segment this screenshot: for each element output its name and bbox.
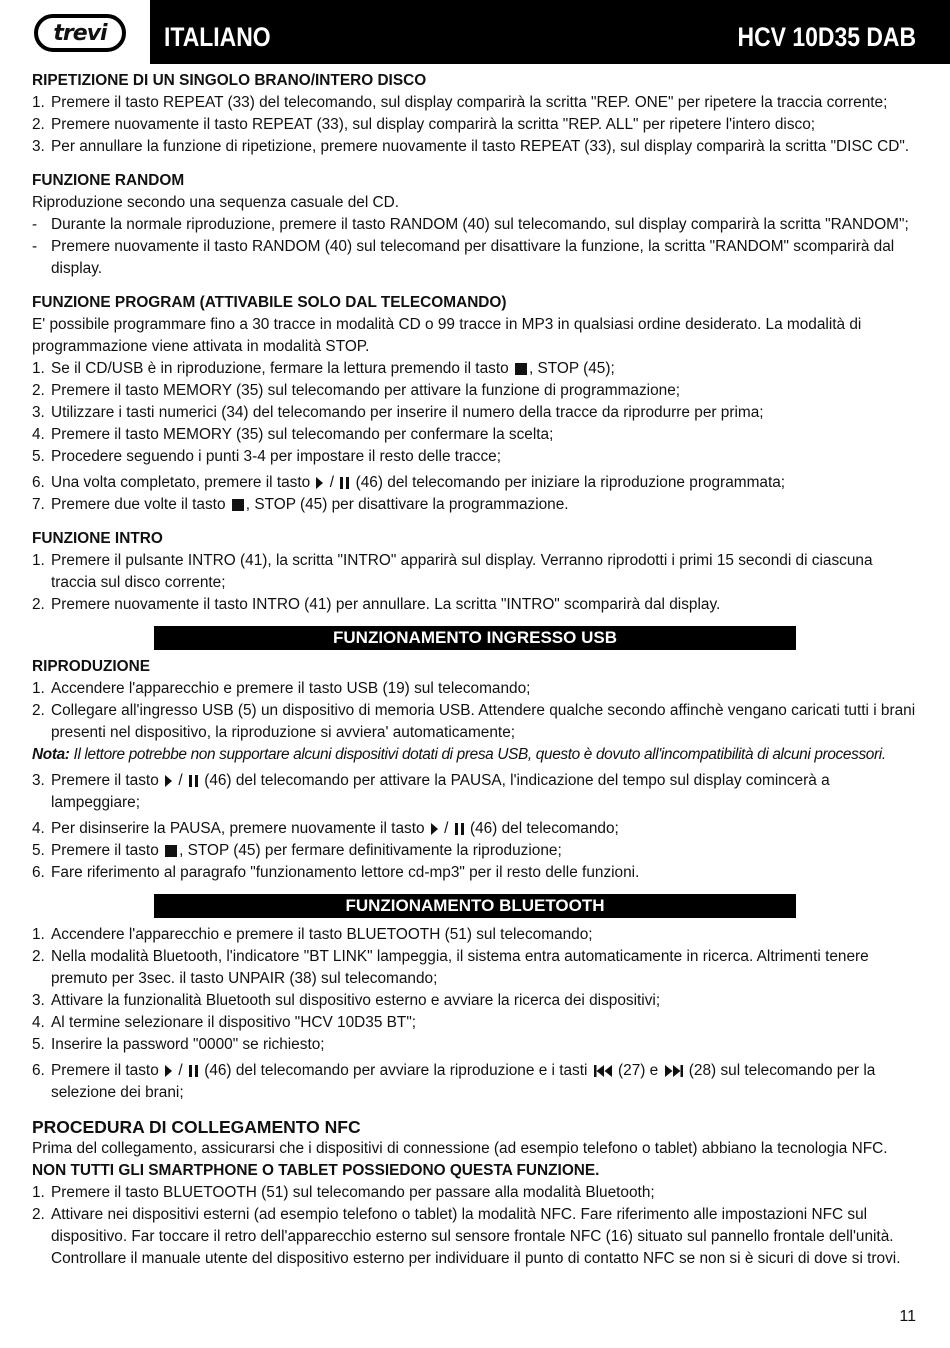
- list-item: [32, 924, 920, 946]
- item-text: Premere il tasto: [51, 772, 159, 789]
- language-label: ITALIANO: [164, 22, 271, 52]
- list-item: [32, 1060, 920, 1104]
- list-item: [32, 446, 920, 468]
- list-item: [32, 92, 920, 114]
- item-number: 4.: [32, 426, 45, 443]
- item-number: 1.: [32, 1184, 45, 1201]
- item-number: 1.: [32, 926, 45, 943]
- item-number: 2.: [32, 596, 45, 613]
- item-number: 6.: [32, 864, 45, 881]
- item-text: (27) e: [618, 1062, 659, 1079]
- list-item: [32, 678, 920, 700]
- stop-icon: [515, 363, 527, 375]
- list-item: [32, 214, 920, 236]
- item-number: 5.: [32, 842, 45, 859]
- item-text: Premere il tasto: [51, 842, 159, 859]
- list-item: [32, 946, 920, 990]
- section-intro: Riproduzione secondo una sequenza casuale del CD.: [32, 194, 400, 211]
- pause-icon: [455, 823, 464, 835]
- item-text: (46) del telecomando per attivare la PAUSA, l'indicazione del tempo sul display comincerà a lampeggiare;: [51, 772, 830, 811]
- section-intro: Prima del collegamento, assicurarsi che i dispositivi di connessione (ad esempio telefono o tablet) abbiano la tecnologia NFC.: [32, 1140, 888, 1157]
- stop-icon: [165, 845, 177, 857]
- item-number: 1.: [32, 680, 45, 697]
- item-number: 1.: [32, 94, 45, 111]
- skip-previous-icon: [594, 1065, 612, 1077]
- stop-icon: [232, 499, 244, 511]
- model-label: HCV 10D35 DAB: [737, 22, 916, 52]
- item-number: 1.: [32, 552, 45, 569]
- banner-bluetooth: FUNZIONAMENTO BLUETOOTH: [154, 894, 796, 918]
- item-dash: -: [32, 238, 38, 255]
- item-text: Premere il tasto MEMORY (35) sul telecomando per confermare la scelta;: [51, 426, 554, 443]
- list-item: [32, 862, 920, 884]
- list-item: [32, 1034, 920, 1056]
- section-title-program: FUNZIONE PROGRAM (ATTIVABILE SOLO DAL TELECOMANDO): [32, 294, 507, 311]
- play-icon: [165, 775, 172, 787]
- header-bar: [150, 0, 950, 64]
- pause-icon: [340, 477, 349, 489]
- item-text: Premere il tasto REPEAT (33) del telecomando, sul display comparirà la scritta "REP. ONE" per ripetere la traccia corrente;: [51, 94, 888, 111]
- section-title-intro: FUNZIONE INTRO: [32, 530, 163, 547]
- item-text: Se il CD/USB è in riproduzione, fermare la lettura premendo il tasto: [51, 360, 509, 377]
- list-item: [32, 840, 920, 862]
- item-number: 3.: [32, 138, 45, 155]
- item-text: (46) del telecomando;: [469, 820, 619, 837]
- list-item: [32, 136, 920, 158]
- list-item: [32, 424, 920, 446]
- banner-usb: FUNZIONAMENTO INGRESSO USB: [154, 626, 796, 650]
- play-icon: [431, 823, 438, 835]
- skip-next-icon: [665, 1065, 683, 1077]
- item-number: 4.: [32, 1014, 45, 1031]
- note-text: Il lettore potrebbe non supportare alcuni dispositivi dotati di presa USB, questo è dovuto all'incompatibilità di alcuni processori.: [73, 746, 886, 763]
- item-text: Premere nuovamente il tasto REPEAT (33), sul display comparirà la scritta "REP. ALL" per ripetere l'intero disco;: [51, 116, 816, 133]
- item-text: (46) del telecomando per avviare la riproduzione e i tasti: [204, 1062, 588, 1079]
- list-item: [32, 472, 920, 494]
- item-number: 7.: [32, 496, 45, 513]
- item-text: Al termine selezionare il dispositivo "HCV 10D35 BT";: [51, 1014, 417, 1031]
- page-number: 11: [899, 1308, 916, 1325]
- item-text: , STOP (45) per fermare definitivamente la riproduzione;: [179, 842, 562, 859]
- item-text: Premere due volte il tasto: [51, 496, 226, 513]
- list-item: [32, 770, 920, 814]
- item-text: Premere il tasto: [51, 1062, 159, 1079]
- list-item: [32, 1012, 920, 1034]
- list-item: [32, 114, 920, 136]
- item-text: Fare riferimento al paragrafo "funzionamento lettore cd-mp3" per il resto delle funzioni.: [51, 864, 640, 881]
- item-text: Premere il tasto MEMORY (35) sul telecomando per attivare la funzione di programmazione;: [51, 382, 681, 399]
- item-text: Una volta completato, premere il tasto: [51, 474, 311, 491]
- item-number: 6.: [32, 474, 45, 491]
- item-number: 3.: [32, 404, 45, 421]
- item-number: 2.: [32, 1206, 45, 1223]
- slash: /: [178, 772, 183, 789]
- item-text: Premere nuovamente il tasto RANDOM (40) sul telecomand per disattivare la funzione, la scritta "RANDOM" scomparirà dal display.: [51, 238, 895, 277]
- pause-icon: [189, 1065, 198, 1077]
- item-text: Inserire la password "0000" se richiesto;: [51, 1036, 325, 1053]
- item-text: (46) del telecomando per iniziare la riproduzione programmata;: [355, 474, 786, 491]
- item-text: Per disinserire la PAUSA, premere nuovamente il tasto: [51, 820, 425, 837]
- list-item: [32, 990, 920, 1012]
- list-item: [32, 380, 920, 402]
- pause-icon: [189, 775, 198, 787]
- page-content: [32, 70, 920, 1270]
- item-number: 3.: [32, 772, 45, 789]
- list-item: [32, 818, 920, 840]
- list-item: [32, 1204, 920, 1270]
- item-text: Utilizzare i tasti numerici (34) del telecomando per inserire il numero della tracce da riprodurre per prima;: [51, 404, 764, 421]
- item-text: , STOP (45) per disattivare la programmazione.: [245, 496, 569, 513]
- list-item: [32, 358, 920, 380]
- item-number: 2.: [32, 948, 45, 965]
- item-text: Attivare nei dispositivi esterni (ad esempio telefono o tablet) la modalità NFC. Fare riferimento alle impostazioni NFC sul dispositivo. Far toccare il retro dell'apparecchio esterno sul sensore frontale NFC (16) situato sul pannello frontale dell'unità. Controllare il manuale utente del dispositivo esterno per individuare il punto di contatto NFC se non si è sicuri di dove si trovi.: [51, 1206, 901, 1267]
- item-text: Premere nuovamente il tasto INTRO (41) per annullare. La scritta "INTRO" scomparirà dal display.: [51, 596, 721, 613]
- list-item: [32, 700, 920, 744]
- section-intro: E' possibile programmare fino a 30 tracce in modalità CD o 99 tracce in MP3 in qualsiasi ordine desiderato. La modalità di programmazione viene attivata in modalità STOP.: [32, 316, 862, 355]
- nfc-warning: NON TUTTI GLI SMARTPHONE O TABLET POSSIEDONO QUESTA FUNZIONE.: [32, 1162, 600, 1179]
- item-number: 2.: [32, 382, 45, 399]
- item-number: 2.: [32, 116, 45, 133]
- list-item: [32, 236, 920, 280]
- list-item: [32, 1182, 920, 1204]
- list-item: [32, 494, 920, 516]
- item-number: 1.: [32, 360, 45, 377]
- item-number: 6.: [32, 1062, 45, 1079]
- item-text: Procedere seguendo i punti 3-4 per impostare il resto delle tracce;: [51, 448, 501, 465]
- logo-area: [0, 0, 151, 64]
- slash: /: [444, 820, 449, 837]
- list-item: [32, 550, 920, 594]
- item-text: Premere il pulsante INTRO (41), la scritta "INTRO" apparirà sul display. Verranno riprodotti i primi 15 secondi di ciascuna traccia sul disco corrente;: [51, 552, 873, 591]
- note-label: Nota:: [32, 746, 70, 763]
- play-icon: [316, 477, 323, 489]
- play-icon: [165, 1065, 172, 1077]
- item-number: 3.: [32, 992, 45, 1009]
- section-title-repeat: RIPETIZIONE DI UN SINGOLO BRANO/INTERO DISCO: [32, 72, 427, 89]
- item-text: Attivare la funzionalità Bluetooth sul dispositivo esterno e avviare la ricerca dei dispositivi;: [51, 992, 661, 1009]
- item-text: Nella modalità Bluetooth, l'indicatore "BT LINK" lampeggia, il sistema entra automaticamente in ricerca. Altrimenti tenere premuto per 3sec. il tasto UNPAIR (38) sul telecomando;: [51, 948, 869, 987]
- item-number: 5.: [32, 448, 45, 465]
- item-text: Accendere l'apparecchio e premere il tasto BLUETOOTH (51) sul telecomando;: [51, 926, 593, 943]
- item-text: Accendere l'apparecchio e premere il tasto USB (19) sul telecomando;: [51, 680, 531, 697]
- item-number: 4.: [32, 820, 45, 837]
- section-title-riproduzione: RIPRODUZIONE: [32, 658, 150, 675]
- item-dash: -: [32, 216, 38, 233]
- item-text: (28) sul telecomando per la selezione dei brani;: [51, 1062, 876, 1101]
- usb-note: [32, 744, 920, 766]
- item-text: Premere il tasto BLUETOOTH (51) sul telecomando per passare alla modalità Bluetooth;: [51, 1184, 655, 1201]
- section-title-random: FUNZIONE RANDOM: [32, 172, 185, 189]
- item-number: 2.: [32, 702, 45, 719]
- list-item: [32, 594, 920, 616]
- page-header: [0, 0, 950, 64]
- item-text: Collegare all'ingresso USB (5) un dispositivo di memoria USB. Attendere qualche secondo affinchè vengano caricati tutti i brani presenti nel dispositivo, la riproduzione si avviera' automaticamente;: [51, 702, 916, 741]
- list-item: [32, 402, 920, 424]
- slash: /: [178, 1062, 183, 1079]
- section-title-nfc: PROCEDURA DI COLLEGAMENTO NFC: [32, 1117, 361, 1137]
- slash: /: [329, 474, 335, 491]
- item-text: Per annullare la funzione di ripetizione, premere nuovamente il tasto REPEAT (33), sul display comparirà la scritta "DISC CD".: [51, 138, 910, 155]
- item-text: , STOP (45);: [528, 360, 615, 377]
- trevi-logo: trevi: [34, 14, 126, 52]
- item-number: 5.: [32, 1036, 45, 1053]
- item-text: Durante la normale riproduzione, premere il tasto RANDOM (40) sul telecomando, sul display comparirà la scritta "RANDOM";: [51, 216, 909, 233]
